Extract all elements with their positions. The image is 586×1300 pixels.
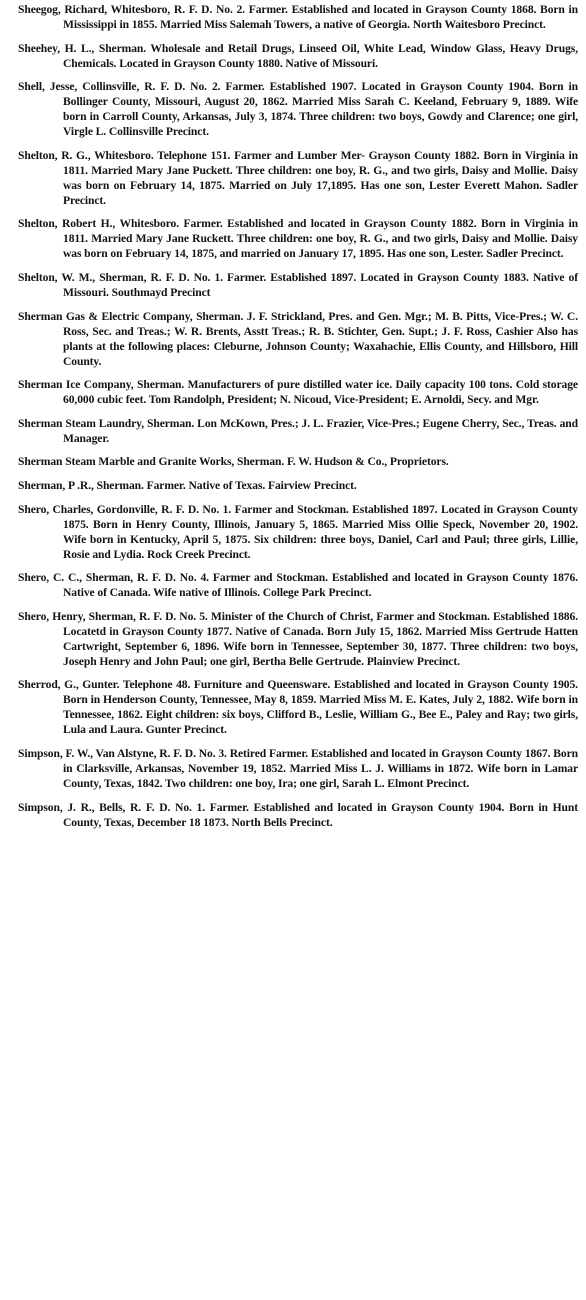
directory-entry — [18, 502, 578, 562]
entry-text: Sherman. J. F. Strickland, Pres. and Gen. Mgr.; M. B. Pitts, Vice-Pres.; W. C. Ross, Sec. and Treas.; W. R. Brents, Asstt Treas.; R. B. Stichter, Gen. Supt.; J. F. Ross, Cashier Also has plants at the following places: Cleburne, Johnson County; Waxahachie, Ellis County, and Hillsboro, Hill County. — [63, 309, 578, 368]
directory-entry — [18, 216, 578, 261]
directory-entry — [18, 454, 578, 469]
entry-name: Sherman Gas & Electric Company, — [18, 309, 193, 323]
entry-name: Simpson, J. R., — [18, 800, 95, 814]
entry-text: Sherman. Manufacturers of pure distilled water ice. Daily capacity 100 tons. Cold storage 60,000 cubic feet. Tom Randolph, President; N. Nicoud, Vice-President; E. Arnoldi, Secy. and Mgr. — [63, 378, 578, 407]
entry-name: Sherman Steam Marble and Granite Works, — [18, 455, 235, 469]
directory-entry — [18, 609, 578, 669]
directory-entry — [18, 478, 578, 493]
entry-text: Sherman. Lon McKown, Pres.; J. L. Frazier, Vice-Pres.; Eugene Cherry, Sec., Treas. and Manager. — [63, 416, 578, 445]
directory-entry — [18, 416, 578, 446]
entry-name: Sheehey, H. L., — [18, 41, 95, 55]
directory-entry — [18, 677, 578, 737]
entry-name: Shell, Jesse, — [18, 80, 78, 94]
entry-name: Sherman Steam Laundry, — [18, 416, 145, 430]
entry-text: Sherman, R. F. D. No. 1. Farmer. Established 1897. Located in Grayson County 1883. Native of Missouri. Southmayd Precinct — [63, 270, 578, 299]
entry-text: Whitesboro. Farmer. Established and located in Grayson County 1882. Born in Virginia in 1811. Married Mary Jane Ruckett. Three children: one boy, R. G., and two girls, Daisy and Mollie. Daisy was born on February 14, 1875, and married on January 17, 1895. Has one son, Lester. Sadler Precinct. — [63, 217, 578, 261]
entry-text: Sherman. F. W. Hudson & Co., Proprietors. — [236, 455, 449, 469]
entry-name: Sherman Ice Company, — [18, 378, 134, 392]
entry-text: Van Alstyne, R. F. D. No. 3. Retired Farmer. Established and located in Grayson County 1867. Born in Clarksville, Arkansas, November 19, 1852. Married Miss L. J. Williams in 1872. Wife born in Lamar County, Texas, 1842. Two children: one boy, Ira; one girl, Sarah L. Elmont Precinct. — [63, 746, 578, 790]
entry-text: Sherman. Farmer. Native of Texas. Fairview Precinct. — [96, 478, 357, 492]
directory-entry — [18, 800, 578, 830]
entry-name: Sherrod, G., — [18, 678, 79, 692]
entry-name: Simpson, F. W., — [18, 746, 93, 760]
entry-name: Shelton, Robert H., — [18, 217, 116, 231]
entry-name: Shelton, R. G., — [18, 148, 91, 162]
entry-name: Shelton, W. M., — [18, 270, 96, 284]
entry-name: Sheegog, Richard, — [18, 3, 108, 16]
directory-entry — [18, 270, 578, 300]
directory-entry — [18, 2, 578, 32]
directory-entry — [18, 570, 578, 600]
entry-text: Collinsville, R. F. D. No. 2. Farmer. Established 1907. Located in Grayson County 1904. Born in Bollinger County, Missouri, August 20, 1862. Married Miss Sarah C. Keeland, February 9, 1889. Wife born in Carroll County, Arkansas, July 3, 1874. Three children: two boys, Gowdy and Clarence; one girl, Virgle L. Collinsville Precinct. — [63, 80, 578, 139]
entry-name: Shero, Charles, — [18, 502, 94, 516]
entry-text: Whitesboro. Telephone 151. Farmer and Lumber Mer- Grayson County 1882. Born in Virginia in 1811. Married Mary Jane Puckett. Three children: one boy, R. G., and two girls, Daisy and Mollie. Daisy was born on February 14, 1875. Married on July 17,1895. Has one son, Lester Everett Mahon. Sadler Precinct. — [63, 148, 578, 207]
directory-entry — [18, 377, 578, 407]
entry-name: Shero, C. C., — [18, 571, 82, 585]
directory-entry — [18, 746, 578, 791]
directory-entry — [18, 41, 578, 71]
entry-text: Bells, R. F. D. No. 1. Farmer. Established and located in Grayson County 1904. Born in Hunt County, Texas, December 18 1873. North Bells Precinct. — [63, 800, 578, 829]
entry-text: Gunter. Telephone 48. Furniture and Queensware. Established and located in Grayson County 1905. Born in Henderson County, Tennessee, May 8, 1859. Married Miss M. E. Kates, July 2, 1882. Wife born in Tennessee, 1862. Eight children: six boys, Clifford B., Leslie, William G., Bee E., Paley and Ray; two girls, Lula and Laura. Gunter Precinct. — [63, 678, 578, 737]
entry-text: Sherman. Wholesale and Retail Drugs, Linseed Oil, White Lead, Window Glass, Heavy Drugs, Chemicals. Located in Grayson County 1880. Native of Missouri. — [63, 41, 578, 70]
directory-entry — [18, 148, 578, 208]
entry-name: Shero, Henry, — [18, 609, 86, 623]
directory-entry — [18, 79, 578, 139]
directory-entry — [18, 309, 578, 369]
entry-text: Sherman, R. F. D. No. 5. Minister of the Church of Christ, Farmer and Stockman. Established 1886. Locatetd in Grayson County 1877. Native of Canada. Born July 15, 1862. Married Miss Gertrude Hatten Cartwright, September 6, 1896. Wife born in Tennessee, September 30, 1877. Three children: two boys, Joseph Henry and John Paul; one girl, Bertha Belle Gertrude. Plainview Precinct. — [63, 609, 578, 668]
entry-text: Whitesboro, R. F. D. No. 2. Farmer. Established and located in Grayson County 1868. Born in Mississippi in 1855. Married Miss Salemah Towers, a native of Georgia. North Waitesboro Precinct. — [63, 3, 578, 31]
entry-text: Gordonville, R. F. D. No. 1. Farmer and Stockman. Established 1897. Located in Grayson County 1875. Born in Henry County, Illinois, January 5, 1865. Married Miss Ollie Speck, November 20, 1902. Wife born in Kentucky, April 5, 1875. Six children: three boys, Daniel, Carl and Paul; three girls, Lillie, Rosie and Lydia. Rock Creek Precinct. — [63, 502, 578, 561]
entry-text: Sherman, R. F. D. No. 4. Farmer and Stockman. Established and located in Grayson County 1876. Native of Canada. Wife native of Illinois. College Park Precinct. — [63, 571, 578, 600]
entry-name: Sherman, P .R., — [18, 478, 94, 492]
